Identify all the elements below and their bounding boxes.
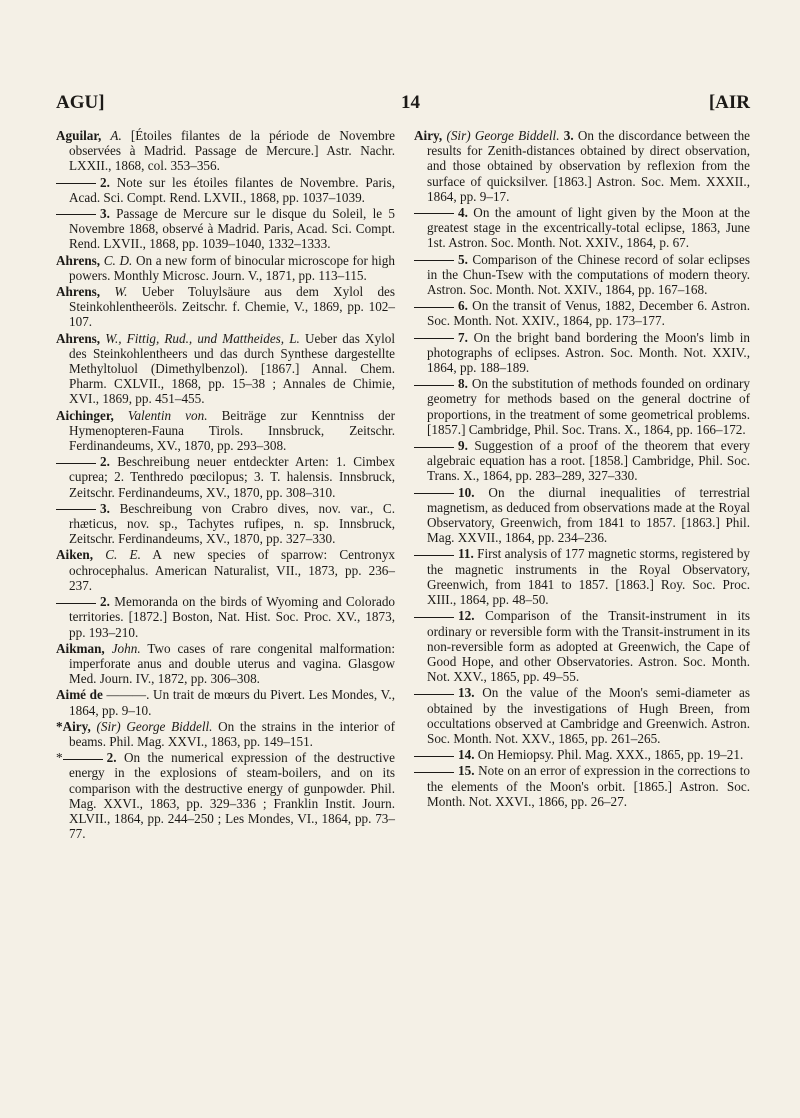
entry-text: On the value of the Moon's semi-diameter as obtained by the investigations of Hugh Breen, from occultations observed at Cambridge and Greenwich. Astron. Soc. Month. Not. XXV., 1865, pp. 261–265. (427, 685, 751, 746)
ditto-dash (414, 385, 454, 386)
page-number: 14 (401, 92, 420, 113)
bibliography-entry (414, 376, 750, 437)
bibliography-entry (414, 438, 750, 484)
ditto-dash (414, 338, 454, 339)
entry-number: 2. (100, 594, 110, 610)
ditto-dash (56, 463, 96, 464)
entry-text: Note on an error of expression in the corrections to the elements of the Moon's orbit. [1865.] Astron. Soc. Month. Not. XXVI., 1866, pp. 26–27. (427, 763, 750, 809)
ditto-dash (56, 183, 96, 184)
entry-given-name: (Sir) George Biddell. (446, 128, 560, 143)
ditto-dash (414, 493, 454, 494)
ditto-dash (414, 617, 454, 618)
ditto-dash (414, 213, 454, 214)
entry-text: On the discordance between the results for Zenith-distances obtained by direct observation, and those obtained by observation by reflexion from the surface of quicksilver. [1863.] Astron. Soc. Mem. XXXII., 1864, pp. 9–17. (427, 128, 751, 204)
bibliography-entry (414, 763, 750, 809)
entry-text: First analysis of 177 magnetic storms, registered by the magnetic instruments in the Royal Observatory, Greenwich, from 1841 to 1857. [1863.] Roy. Soc. Proc. XIII., 1864, pp. 48–50. (427, 546, 751, 608)
entry-number: 8. (458, 376, 468, 392)
entry-text: On a new form of binocular microscope for high powers. Monthly Microsc. Journ. V., 1871, pp. 113–115. (69, 252, 395, 283)
entry-text: Two cases of rare congenital malformation: imperforate anus and double uterus and vagina. Glasgow Med. Journ. IV., 1872, pp. 306–308. (69, 640, 396, 687)
bibliography-entry (56, 501, 395, 547)
entry-number: 15. (458, 763, 475, 779)
entry-number: 7. (458, 329, 468, 345)
bibliography-entry (56, 641, 395, 687)
entry-author: Aguilar, (56, 128, 102, 143)
entry-author: *Airy, (56, 718, 91, 734)
right-column (414, 128, 750, 810)
entry-text: On the diurnal inequalities of terrestrial magnetism, as deduced from observations made at the Royal Observatory, Greenwich, from 1841 to 1857. [1863.] Phil. Mag. XXVII., 1864, pp. 234–236. (427, 484, 750, 546)
entry-text: Beschreibung von Crabro dives, nov. var., C. rhæticus, nov. sp., Tachytes rufipes, n. sp. Innsbruck, Zeitschr. Ferdinandeums, XV., 1870, pp. 327–330. (69, 500, 395, 547)
left-column (56, 128, 395, 842)
entry-number: 14. (458, 747, 475, 763)
bibliography-entry (56, 594, 395, 640)
entry-text: On the strains in the interior of beams. Phil. Mag. XXVI., 1863, pp. 149–151. (69, 718, 396, 749)
bibliography-entry (56, 408, 395, 454)
ditto-dash (414, 694, 454, 695)
entry-text: On the substitution of methods founded on ordinary geometry for methods based on the general doctrine of proportions, in the treatment of some geometrical problems. [1857.] Cambridge, Phil. Soc. Trans. X., 1864, pp. 166–172. (427, 376, 751, 437)
entry-number: 3. (563, 128, 574, 143)
bibliography-entry (414, 252, 750, 298)
entry-number: 11. (458, 546, 474, 562)
entry-given-name: W. (114, 284, 128, 300)
entry-author: Ahrens, (56, 284, 101, 300)
entry-text: Comparison of the Chinese record of solar eclipses in the Chun-Tsew with the computations of modern theory. Astron. Soc. Month. Not. XXIV., 1864, pp. 167–168. (427, 251, 751, 298)
entry-text: Beschreibung neuer entdeckter Arten: 1. Cimbex cuprea; 2. Tenthredo pœcilopus; 3. T. halensis. Innsbruck, Zeitschr. Ferdinandeums, XV., 1870, pp. 308–310. (69, 454, 395, 500)
entry-number: 2. (100, 174, 110, 190)
entry-number: 2. (100, 454, 110, 470)
entry-given-name: W., Fittig, Rud., und Mattheides, L. (105, 330, 300, 346)
star-mark: * (56, 750, 63, 766)
ditto-dash (56, 603, 96, 604)
entry-text: On the amount of light given by the Moon at the greatest stage in the excentrically-total eclipse, 1863, June 1st. Astron. Soc. Month. Not. XXIV., 1864, p. 67. (427, 205, 750, 251)
ditto-dash (63, 759, 103, 760)
entry-text: On the bright band bordering the Moon's limb in photographs of eclipses. Astron. Soc. Month. Not. XXIV., 1864, pp. 188–189. (427, 329, 751, 376)
bibliography-entry (56, 284, 395, 330)
entry-given-name: (Sir) George Biddell. (96, 718, 213, 734)
entry-text: On the numerical expression of the destructive energy in the explosions of steam-boilers, and on its comparison with the destructive energy of gunpowder. Phil. Mag. XXVI., 1863, pp. 329–336 ; Franklin Instit. Journ. XLVII., 1864, pp. 244–250 ; Les Mondes, VI., 1864, pp. 73–77. (69, 750, 396, 842)
entry-text: Comparison of the Transit-instrument in its ordinary or reversible form with the Transit-instrument in its non-reversible form as adopted at Greenwich, the Cape of Good Hope, and other Observatories. Astron. Soc. Month. Not. XXV., 1865, pp. 49–55. (427, 608, 751, 685)
bibliography-entry (414, 546, 750, 607)
entry-text: ———. Un trait de mœurs du Pivert. Les Mondes, V., 1864, pp. 9–10. (69, 687, 395, 718)
entry-number: 6. (458, 298, 468, 314)
entry-given-name: John. (111, 640, 141, 656)
bibliography-entry (414, 128, 750, 204)
entry-author: Aikman, (56, 640, 105, 656)
entry-number: 13. (458, 685, 475, 701)
ditto-dash (56, 214, 96, 215)
bibliography-entry (414, 747, 750, 762)
entry-author: Ahrens, (56, 330, 101, 346)
ditto-dash (414, 772, 454, 773)
entry-author: Aichinger, (56, 407, 114, 423)
entry-text: On the transit of Venus, 1882, December 6. Astron. Soc. Month. Not. XXIV., 1864, pp. 173–177. (427, 298, 751, 329)
entry-author: Aimé de (56, 687, 103, 703)
entry-number: 3. (100, 500, 110, 516)
bibliography-entry (414, 608, 750, 684)
entry-given-name: C. D. (103, 252, 133, 268)
entry-number: 9. (458, 438, 468, 454)
entry-text: A new species of sparrow: Centronyx ochrocephalus. American Naturalist, VII., 1873, pp. 236–237. (69, 547, 396, 593)
entry-author: Ahrens, (56, 252, 101, 268)
bibliography-entry (56, 719, 395, 749)
ditto-dash (414, 307, 454, 308)
entry-text: Passage de Mercure sur le disque du Soleil, le 5 Novembre 1868, observé à Madrid. Paris, Acad. Sci. Compt. Rend. LXVII., 1868, pp. 1039–1040, 1332–1333. (69, 206, 395, 252)
entry-text: Suggestion of a proof of the theorem that every algebraic equation has a root. [1858.] Cambridge, Phil. Soc. Trans. X., 1864, pp. 283–289, 327–330. (427, 438, 750, 484)
bibliography-entry (56, 206, 395, 252)
entry-text: Ueber das Xylol des Steinkohlentheers und das durch Synthese dargestellte Methyltoluol (Dimethylbenzol). [1867.] Annal. Chem. Pharm. CXLVII., 1868, pp. 15–38 ; Annales de Chimie, XVI., 1869, pp. 451–455. (69, 330, 395, 407)
entry-given-name: A. (110, 128, 122, 143)
entry-author: Airy, (414, 128, 443, 143)
entry-number: 10. (458, 484, 475, 500)
bibliography-entry (56, 175, 395, 205)
entry-number: 3. (100, 206, 110, 222)
bibliography-entry (56, 454, 395, 500)
entry-number: 4. (458, 205, 468, 221)
entry-text: [Étoiles filantes de la période de Novembre observées à Madrid. Passage de Mercure.] Astr. Nachr. LXXII., 1868, col. 353–356. (69, 128, 395, 174)
bibliography-entry (56, 687, 395, 717)
entry-author: Aiken, (56, 547, 94, 563)
entry-number: 5. (458, 251, 468, 267)
ditto-dash (414, 756, 454, 757)
entry-text: Memoranda on the birds of Wyoming and Colorado territories. [1872.] Boston, Nat. Hist. Soc. Proc. XV., 1873, pp. 193–210. (69, 594, 396, 640)
entry-text: Beiträge zur Kenntniss der Hymenopteren-Fauna Tirols. Innsbruck, Zeitschr. Ferdinandeums, XV., 1870, pp. 293–308. (69, 407, 395, 454)
bibliography-entry (414, 205, 750, 251)
entry-text: Ueber Toluylsäure aus dem Xylol des Steinkohlentheeröls. Zeitschr. f. Chemie, V., 1869, pp. 102–107. (69, 284, 396, 330)
bibliography-entry (414, 298, 750, 328)
ditto-dash (414, 447, 454, 448)
entry-given-name: C. E. (105, 547, 141, 563)
ditto-dash (414, 260, 454, 261)
ditto-dash (414, 555, 454, 556)
bibliography-entry (56, 253, 395, 283)
bibliography-entry (414, 685, 750, 746)
header-left: AGU] (56, 92, 105, 113)
bibliography-entry (56, 128, 395, 174)
bibliography-entry (56, 750, 395, 841)
entry-text: On Hemiopsy. Phil. Mag. XXX., 1865, pp. 19–21. (477, 747, 744, 763)
bibliography-entry (56, 331, 395, 407)
bibliography-entry (56, 547, 395, 593)
ditto-dash (56, 509, 96, 510)
bibliography-entry (414, 485, 750, 546)
bibliography-entry (414, 330, 750, 376)
entry-text: Note sur les étoiles filantes de Novembre. Paris, Acad. Sci. Compt. Rend. LXVII., 1868, pp. 1037–1039. (69, 174, 396, 205)
entry-number: 12. (458, 608, 475, 624)
entry-given-name: Valentin von. (127, 407, 208, 423)
entry-number: 2. (106, 750, 117, 766)
page-header (56, 92, 750, 114)
header-right: [AIR (708, 92, 750, 113)
